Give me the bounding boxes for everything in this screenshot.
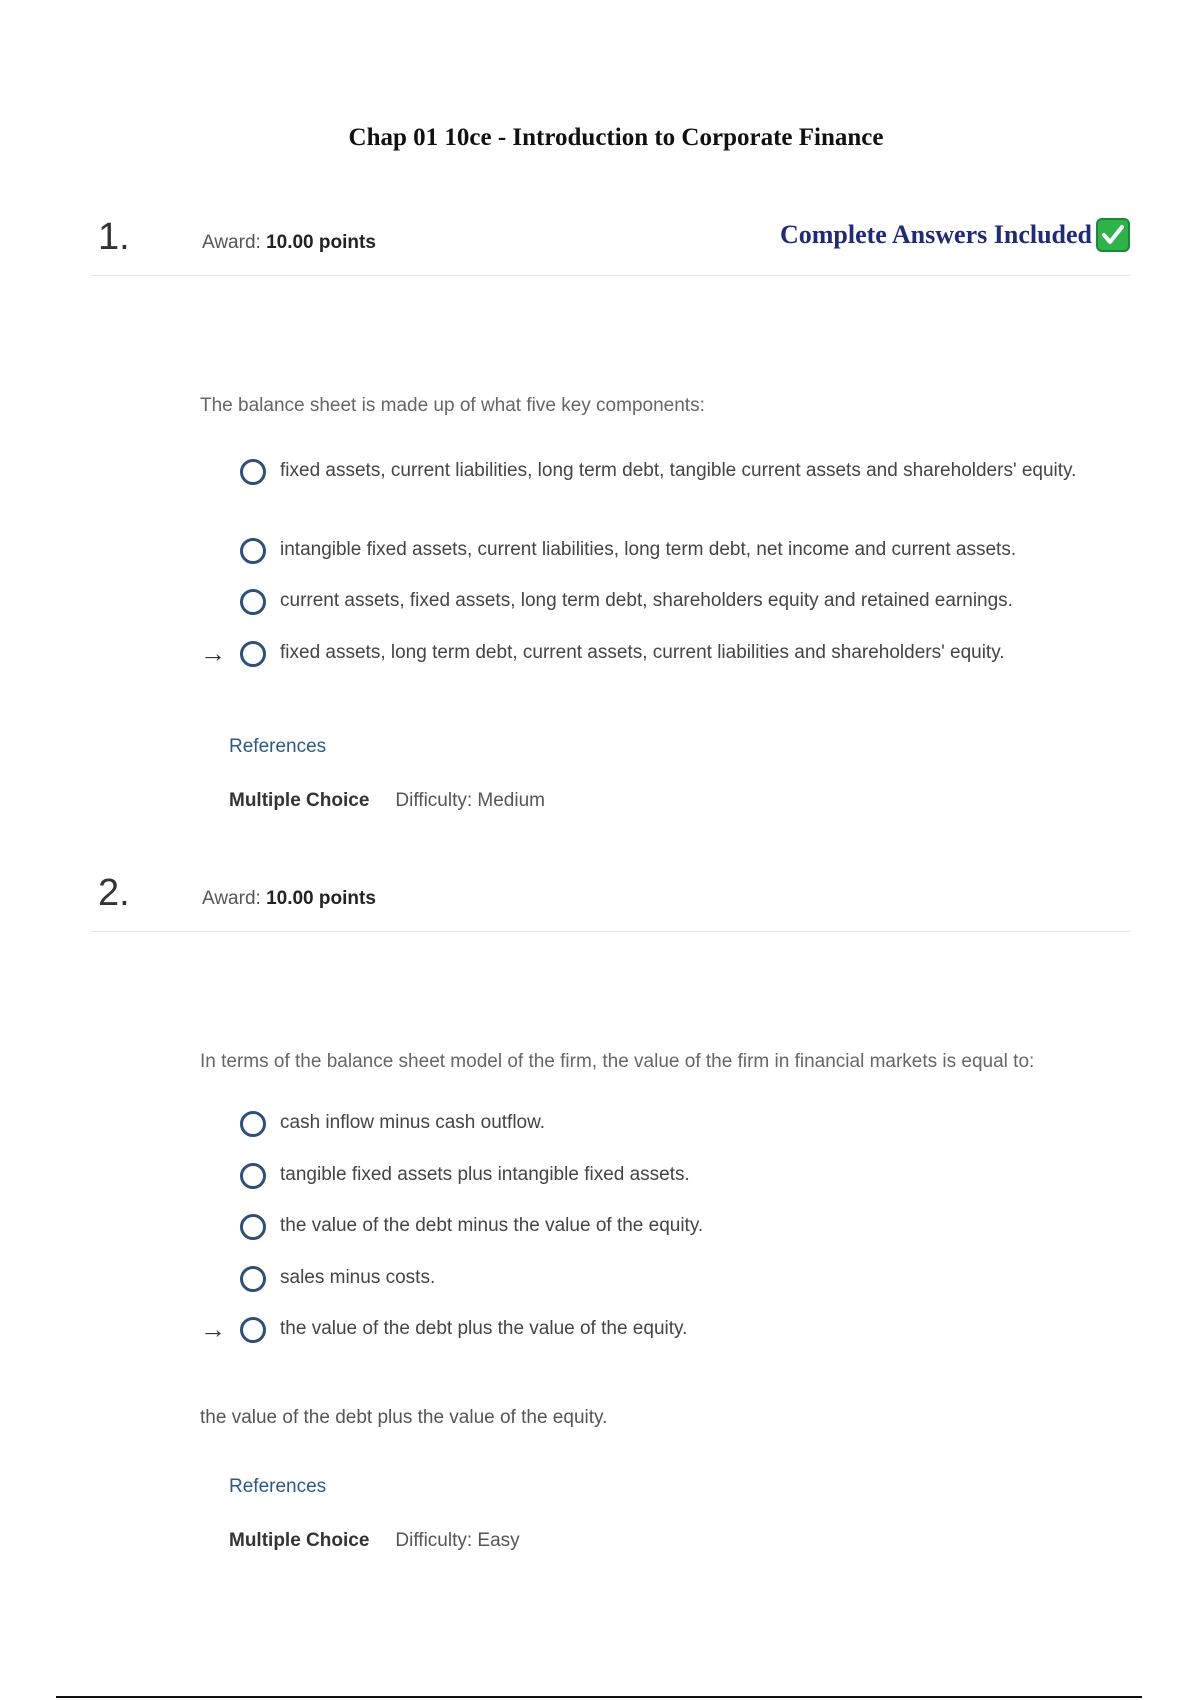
- radio-button[interactable]: [240, 641, 266, 667]
- question-meta: [229, 1530, 520, 1552]
- correct-arrow-icon: →: [200, 1314, 226, 1344]
- answer-option[interactable]: [240, 1112, 1100, 1137]
- radio-button[interactable]: [240, 459, 266, 485]
- difficulty: Difficulty: Medium: [395, 790, 545, 811]
- references-link[interactable]: References: [229, 1476, 327, 1497]
- radio-button[interactable]: [240, 1317, 266, 1343]
- question-1-header: [90, 206, 1130, 276]
- answer-option[interactable]: [240, 1215, 1100, 1240]
- question-number: 2.: [98, 872, 130, 914]
- question-text: In terms of the balance sheet model of the firm, the value of the firm in financial markets is equal to:: [200, 1051, 1035, 1072]
- promo-banner: [780, 218, 1130, 252]
- option-label: current assets, fixed assets, long term debt, shareholders equity and retained earnings.: [280, 590, 1013, 611]
- promo-text: Complete Answers Included: [779, 220, 1092, 249]
- question-type: Multiple Choice: [229, 790, 370, 811]
- answer-option[interactable]: [240, 1267, 1100, 1292]
- check-box-icon: [1096, 218, 1130, 252]
- radio-button[interactable]: [240, 589, 266, 615]
- award-value: 10.00 points: [266, 888, 376, 909]
- answer-option[interactable]: [240, 1164, 1100, 1189]
- answer-option[interactable]: [240, 539, 1100, 564]
- award-info: [202, 888, 376, 910]
- radio-button[interactable]: [240, 1163, 266, 1189]
- question-type: Multiple Choice: [229, 1530, 370, 1551]
- option-label: tangible fixed assets plus intangible fixed assets.: [280, 1164, 690, 1185]
- correct-arrow-icon: →: [200, 638, 226, 668]
- radio-button[interactable]: [240, 538, 266, 564]
- option-label: the value of the debt minus the value of the equity.: [280, 1215, 704, 1236]
- difficulty: Difficulty: Easy: [395, 1530, 520, 1551]
- answer-option-correct[interactable]: [200, 638, 1100, 668]
- radio-button[interactable]: [240, 1214, 266, 1240]
- radio-button[interactable]: [240, 1266, 266, 1292]
- option-label: the value of the debt plus the value of the equity.: [280, 1318, 688, 1339]
- document-title: Chap 01 10ce - Introduction to Corporate Finance: [348, 124, 884, 151]
- question-number: 1.: [98, 216, 130, 258]
- footer-divider: [56, 1696, 1142, 1698]
- question-meta: [229, 790, 545, 812]
- option-label: fixed assets, current liabilities, long term debt, tangible current assets and shareholders' equity.: [280, 460, 1077, 481]
- option-label: cash inflow minus cash outflow.: [280, 1112, 546, 1133]
- award-label: Award:: [202, 888, 261, 909]
- option-label: intangible fixed assets, current liabilities, long term debt, net income and current assets.: [280, 539, 1017, 560]
- answer-option[interactable]: [240, 460, 1100, 485]
- references-link[interactable]: References: [229, 736, 327, 757]
- award-value: 10.00 points: [266, 232, 376, 253]
- option-label: fixed assets, long term debt, current assets, current liabilities and shareholders' equity.: [280, 642, 1005, 663]
- award-info: [202, 232, 376, 254]
- answer-option[interactable]: [240, 590, 1100, 615]
- question-text: The balance sheet is made up of what five key components:: [200, 395, 705, 416]
- correct-answer-text: the value of the debt plus the value of the equity.: [200, 1407, 608, 1428]
- question-2-header: [90, 862, 1130, 932]
- award-label: Award:: [202, 232, 261, 253]
- radio-button[interactable]: [240, 1111, 266, 1137]
- answer-option-correct[interactable]: [200, 1314, 1100, 1344]
- option-label: sales minus costs.: [280, 1267, 436, 1288]
